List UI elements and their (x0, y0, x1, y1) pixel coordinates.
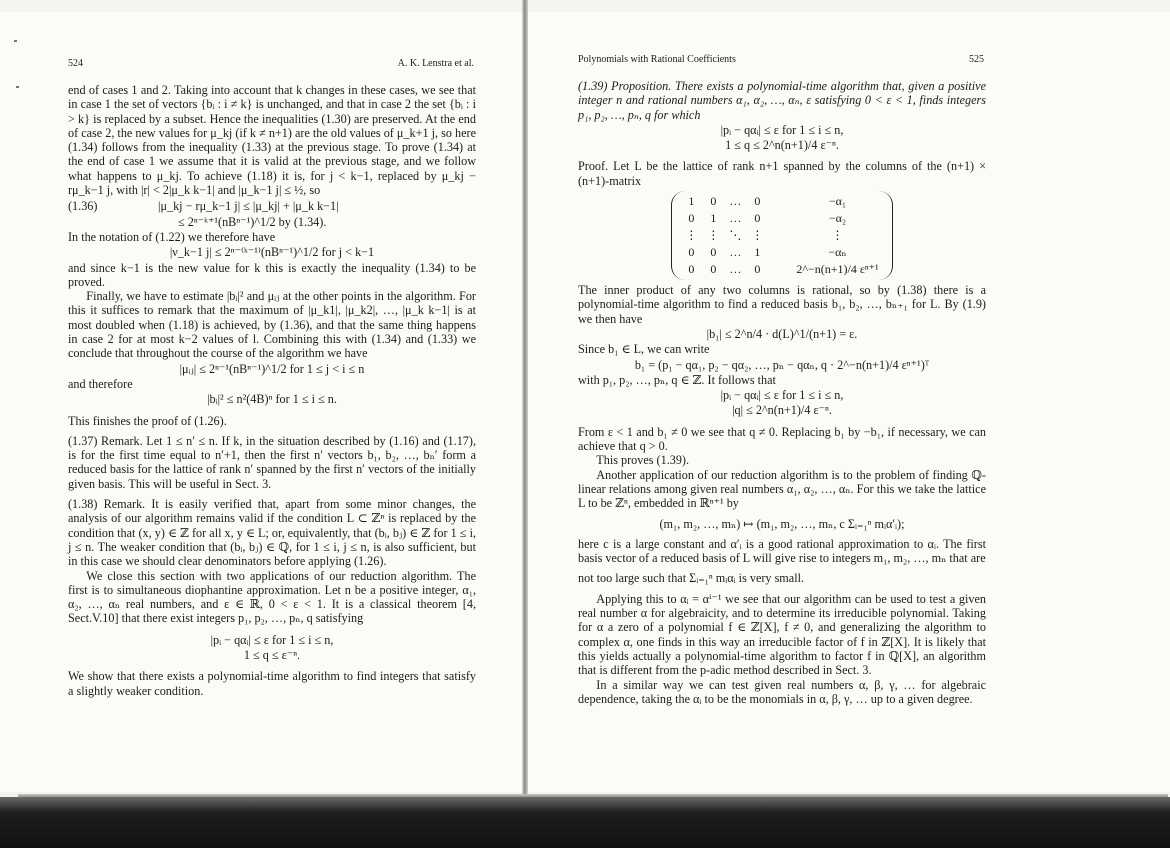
matrix-row (680, 193, 883, 210)
remark-1-37: (1.37) Remark. Let 1 ≤ n′ ≤ n. If k, in the situation described by (1.16) and (1.17), is for the first time equal to n′+1, then the first n′ vectors b₁, b₂, …, bₙ′ form a reduced basis for the lattice of rank n′ spanned by the first n′ vectors of the initially given basis. This will be useful in Sect. 3. (68, 433, 476, 491)
matrix-cell: ⋮ (707, 228, 720, 243)
matrix-cell: 2^−n(n+1)/4 εⁿ⁺¹ (796, 262, 879, 277)
right-page-text (578, 53, 986, 706)
matrix-cell: ⋱ (729, 228, 742, 243)
matrix-cell: … (729, 245, 742, 260)
matrix-cell: ⋮ (751, 228, 764, 243)
lattice-matrix (578, 191, 986, 280)
matrix-cell: 1 (754, 245, 761, 260)
matrix-cell: 0 (710, 262, 717, 277)
scan-speck (14, 40, 17, 42)
equation-b: |bᵢ|² ≤ n²(4B)ⁿ for 1 ≤ i ≤ n. (207, 392, 337, 407)
equation-prop-2: 1 ≤ q ≤ 2^n(n+1)/4 ε⁻ⁿ. (725, 138, 839, 153)
paragraph: This proves (1.39). (596, 453, 690, 468)
matrix-cell: 0 (688, 262, 695, 277)
left-running-header (68, 57, 476, 69)
matrix-cell: −αₙ (828, 245, 847, 260)
paragraph: The inner product of any two columns is rational, so by (1.38) there is a polynomial-time algorithm to find a reduced basis b₁, b₂, …, bₙ₊₁ for L. By (1.9) we then have (578, 283, 986, 326)
equation-prop-1: |pᵢ − qαᵢ| ≤ ε for 1 ≤ i ≤ n, (720, 122, 844, 137)
remark-1-38: (1.38) Remark. It is easily verified that, apart from some minor changes, the analysis of our algorithm remains valid if the condition L ⊂ ℤⁿ is replaced by the condition that (x, y) ∈ ℤ for all x, y ∈ L; or, equivalently, that (bᵢ, bⱼ) ∈ ℤ for 1 ≤ i, j ≤ n. The weaker condition that (bᵢ, bⱼ) ∈ ℚ, for 1 ≤ i, j ≤ n, is also sufficient, but in this case we should clear denominators before applying (1.26). (68, 497, 476, 569)
matrix-cell: 0 (688, 245, 695, 260)
matrix-cell: 1 (688, 194, 695, 209)
paragraph: end of cases 1 and 2. Taking into account that k changes in these cases, we see that in case 1 the set of vectors {bᵢ : i ≠ k} is unchanged, and that in case 2 the set {bᵢ : i > k} is replaced by a subset. Hence the inequalities (1.30) are preserved. At the end of case 2, the new values for μ_kj (if k ≠ n+1) are the old values of μ_k+1 j, so here (1.34) follows from the inequality (1.33) at the previous stage. To prove (1.34) at the end of case 1 we assume that it is valid at the previous stage, and we follow what happens to μ_kj. To achieve (1.18) it is, for j < k−1, replaced by μ_kj − rμ_k−1 j, with |r| < 2|μ_k k−1| and |μ_k−1 j| ≤ ½, so (68, 83, 476, 198)
proposition-1-39: (1.39) Proposition. There exists a polynomial-time algorithm that, given a positive integer n and rational numbers α₁, α₂, …, αₙ, ε satisfying 0 < ε < 1, finds integers p₁, p₂, …, pₙ, q for which (578, 79, 986, 122)
equation-dio-1: |pᵢ − qαᵢ| ≤ ε for 1 ≤ i ≤ n, (210, 632, 334, 647)
right-running-head: Polynomials with Rational Coefficients (578, 54, 736, 65)
book-gutter (522, 0, 528, 800)
paragraph: and since k−1 is the new value for k this is exactly the inequality (1.34) to be proved. (68, 260, 476, 289)
paragraph: We show that there exists a polynomial-time algorithm to find integers that satisfy a slightly weaker condition. (68, 669, 476, 698)
equation-follow-2: |q| ≤ 2^n(n+1)/4 ε⁻ⁿ. (732, 403, 832, 418)
matrix-cell: … (729, 262, 742, 277)
matrix-row (680, 210, 883, 227)
equation-b1-form: b₁ = (p₁ − qα₁, p₂ − qα₂, …, pₙ − qαₙ, q · 2^−n(n+1)/4 εⁿ⁺¹)ᵀ (634, 357, 930, 372)
paragraph: From ε < 1 and b₁ ≠ 0 we see that q ≠ 0. Replacing b₁ by −b₁, if necessary, we can achieve that q > 0. (578, 424, 986, 454)
equation-nu: |ν_k−1 j| ≤ 2ⁿ⁻⁽ᵏ⁻¹⁾(nBⁿ⁻¹)^1/2 for j < k−1 (169, 245, 375, 260)
matrix-row (680, 227, 883, 244)
paragraph: and therefore (68, 376, 133, 391)
paragraph: Finally, we have to estimate |bᵢ|² and μᵢⱼ at the other points in the algorithm. For this it suffices to remark that the maximum of |μ_k1|, |μ_k2|, …, |μ_k k−1| is at most doubled when (1.18) is achieved, by (1.36), and that the same thing happens in case 2 for at most k−2 values of l. Combining this with (1.34) and (1.33) we conclude that throughout the course of the algorithm we have (68, 289, 476, 361)
equation-label: (1.36) (68, 199, 98, 214)
matrix-cell: 0 (710, 194, 717, 209)
right-running-header (578, 53, 986, 65)
matrix-cell: ⋮ (685, 228, 698, 243)
matrix-cell: −α₁ (828, 194, 847, 209)
matrix-cell: 0 (754, 211, 761, 226)
scan-speck (16, 86, 19, 88)
left-page-text (68, 57, 476, 698)
paragraph: In the notation of (1.22) we therefore have (68, 229, 276, 244)
matrix-row (680, 244, 883, 261)
paragraph: Another application of our reduction algorithm is to the problem of finding ℚ-linear relations among given real numbers α₁, α₂, …, αₙ. For this we take the lattice L to be ℤⁿ, embedded in ℝⁿ⁺¹ by (578, 467, 986, 511)
scanner-bottom-shadow (0, 797, 1170, 848)
equation-follow-1: |pᵢ − qαᵢ| ≤ ε for 1 ≤ i ≤ n, (720, 388, 844, 403)
paragraph: We close this section with two applications of our reduction algorithm. The first is to simultaneous diophantine approximation. Let n be a positive integer, α₁, α₂, …, αₙ real numbers, and ε ∈ ℝ, 0 < ε < 1. It is a classical theorem [4, Sect.V.10] that there exist integers p₁, p₂, …, pₙ, q satisfying (68, 568, 476, 626)
left-running-head: A. K. Lenstra et al. (397, 58, 474, 69)
matrix-cell: 1 (710, 211, 717, 226)
matrix-cell: 0 (710, 245, 717, 260)
paragraph: This finishes the proof of (1.26). (68, 413, 227, 428)
equation-1-36 (68, 199, 476, 213)
equation-mu: |μᵢⱼ| ≤ 2ⁿ⁻¹(nBⁿ⁻¹)^1/2 for 1 ≤ j < i ≤ n (179, 361, 365, 376)
right-page-number: 525 (969, 54, 984, 65)
matrix-cell: −α₂ (828, 211, 847, 226)
paragraph: here c is a large constant and α′ᵢ is a good rational approximation to αᵢ. The first basis vector of a reduced basis of L will give rise to integers m₁, m₂, …, mₙ that are (578, 536, 986, 566)
paragraph: In a similar way we can test given real numbers α, β, γ, … for algebraic dependence, taking the αᵢ to be the monomials in α, β, γ, … up to a given degree. (578, 677, 986, 706)
matrix-cell: … (729, 211, 742, 226)
equation-b1: |b₁| ≤ 2^n/4 · d(L)^1/(n+1) = ε. (706, 326, 858, 341)
matrix-row (680, 261, 883, 278)
paragraph: Since b₁ ∈ L, we can write (578, 342, 710, 357)
equation-embed: (m₁, m₂, …, mₙ) ↦ (m₁, m₂, …, mₙ, c Σᵢ₌₁ⁿ mᵢα′ᵢ); (659, 516, 905, 531)
equation-line: |μ_kj − rμ_k−1 j| ≤ |μ_kj| + |μ_k k−1| (158, 199, 339, 214)
left-page-number: 524 (68, 58, 83, 69)
equation-dio-2: 1 ≤ q ≤ ε⁻ⁿ. (243, 647, 301, 662)
matrix-cell: 0 (754, 194, 761, 209)
paragraph: Applying this to αᵢ = αⁱ⁻¹ we see that our algorithm can be used to test a given real number α for algebraicity, and to determine its irreducible polynomial. Taking for α a zero of a polynomial f ∈ ℤ[X], f ≠ 0, and generalizing the algorithm to complex α, one finds in this way an irreducible factor of f in ℤ[X]. It is likely that this yields actually a polynomial-time algorithm to factor f in ℚ[X], an algorithm that is different from the p-adic method described in Sect. 3. (578, 591, 986, 678)
matrix-cell: … (729, 194, 742, 209)
paragraph: with p₁, p₂, …, pₙ, q ∈ ℤ. It follows that (578, 372, 776, 387)
paragraph: not too large such that Σᵢ₌₁ⁿ mᵢαᵢ is very small. (578, 571, 805, 586)
matrix-cell: 0 (754, 262, 761, 277)
matrix-cell: ⋮ (831, 228, 844, 243)
equation-line: ≤ 2ⁿ⁻ᵏ⁺¹(nBⁿ⁻¹)^1/2 by (1.34). (178, 214, 327, 229)
matrix-cell: 0 (688, 211, 695, 226)
paragraph: Proof. Let L be the lattice of rank n+1 spanned by the columns of the (n+1) × (n+1)-matrix (578, 159, 986, 188)
